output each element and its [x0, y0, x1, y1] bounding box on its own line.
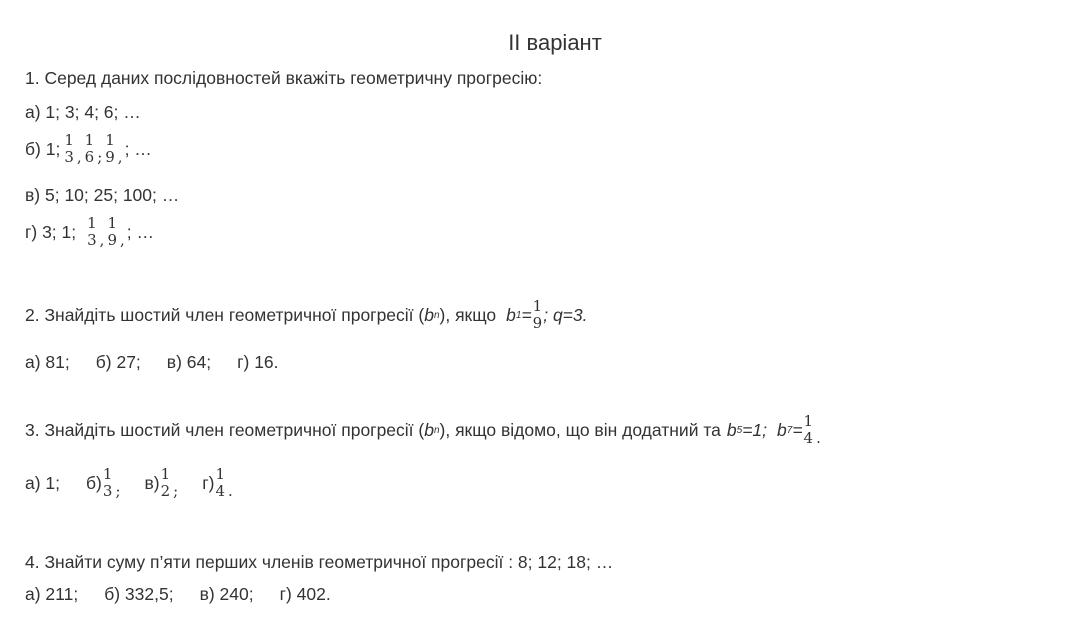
n-subscript: n — [433, 309, 440, 321]
numerator: 1 — [102, 465, 113, 483]
fraction — [161, 466, 171, 500]
q1-option-v — [25, 185, 179, 206]
question-2-text-cont: ), якщо — [439, 304, 497, 325]
q1-option-g-prefix: г) 3; 1; — [25, 221, 77, 242]
b5-symbol: b — [726, 419, 737, 440]
fraction — [103, 466, 113, 500]
separator: , — [99, 231, 105, 249]
b1-subscript: 1 — [515, 309, 522, 321]
b-symbol: b — [424, 419, 434, 440]
question-4-text: 4. Знайти суму п’яти перших членів геометричної прогресії : 8; 12; 18; … — [25, 552, 614, 572]
question-3-text-cont: ), якщо відомо, що він додатний та — [439, 419, 721, 440]
variant-title: II варіант — [508, 30, 602, 55]
numerator: 1 — [160, 465, 171, 483]
q1-option-b — [25, 132, 152, 166]
question-4 — [25, 552, 613, 573]
separator: , — [76, 148, 82, 166]
q1-option-g-suffix: ; … — [126, 221, 155, 242]
numerator: 1 — [532, 297, 543, 315]
q1-option-g — [25, 215, 154, 249]
q4-answers — [25, 584, 331, 605]
numerator: 1 — [84, 131, 95, 149]
denominator: 9 — [532, 314, 543, 332]
fraction — [533, 298, 543, 332]
q3-answer-g-label: г) — [202, 472, 215, 493]
denominator: 6 — [84, 148, 95, 166]
numerator: 1 — [803, 412, 814, 430]
question-3: 3. Знайдіть шостий член геометричної прогресії ( b n ), якщо відомо, що він додатний та b 5 =1; b 7 = 1 4 . — [25, 412, 821, 447]
question-1 — [25, 68, 542, 89]
question-1-text: 1. Серед даних послідовностей вкажіть геометричну прогресію: — [25, 68, 543, 88]
fraction — [107, 215, 117, 249]
denominator: 3 — [87, 231, 97, 249]
separator: ; — [97, 148, 103, 166]
denominator: 3 — [102, 482, 113, 500]
q2-answer-b: б) 27; — [95, 352, 141, 372]
question-2-text: 2. Знайдіть шостий член геометричної прогресії ( — [25, 304, 425, 325]
numerator: 1 — [87, 214, 97, 232]
q1-option-b-suffix: ; … — [124, 138, 152, 159]
q3-answer-v-label: в) — [144, 472, 160, 493]
b5-subscript: 5 — [736, 424, 743, 436]
denominator: 3 — [64, 148, 74, 166]
denominator: 2 — [160, 482, 171, 500]
fraction — [804, 413, 814, 447]
q4-answer-v: в) 240; — [199, 584, 254, 604]
fraction — [85, 132, 95, 166]
fraction — [64, 132, 74, 166]
n-subscript: n — [433, 424, 440, 436]
numerator: 1 — [105, 131, 115, 149]
question-3-text: 3. Знайдіть шостий член геометричної прогресії ( — [25, 419, 425, 440]
q2-answers — [25, 352, 279, 373]
denominator: 4 — [215, 482, 225, 500]
fraction — [215, 466, 225, 500]
numerator: 1 — [64, 131, 74, 149]
denominator: 9 — [105, 148, 115, 166]
denominator: 9 — [107, 231, 117, 249]
equals-sign: = — [521, 304, 532, 325]
q2-answer-g: г) 16. — [237, 352, 279, 372]
b7-symbol: b — [777, 419, 787, 440]
q3-answer-a: а) 1; — [25, 472, 61, 493]
q4-answer-g: г) 402. — [279, 584, 331, 604]
fraction — [105, 132, 115, 166]
q1-option-a-text: а) 1; 3; 4; 6; … — [25, 102, 141, 122]
q1-option-b-prefix: б) 1; — [25, 138, 61, 159]
q2-answer-v: в) 64; — [166, 352, 212, 372]
b-symbol: b — [424, 304, 434, 325]
q3-answers: а) 1; б) 1 3 ; в) 1 2 ; г) 1 4 . — [25, 465, 233, 500]
numerator: 1 — [215, 465, 225, 483]
q4-answer-a: а) 211; — [25, 584, 79, 604]
q1-option-a — [25, 102, 141, 123]
separator: , — [117, 148, 123, 166]
question-2-tail: ; q=3. — [543, 304, 588, 325]
numerator: 1 — [107, 214, 117, 232]
q2-answer-a: а) 81; — [25, 352, 70, 372]
b1-symbol: b — [506, 304, 516, 325]
q1-option-v-text: в) 5; 10; 25; 100; … — [25, 185, 180, 205]
q3-answer-b-label: б) — [86, 472, 102, 493]
b7-subscript: 7 — [786, 424, 793, 436]
q4-answer-b: б) 332,5; — [104, 584, 174, 604]
denominator: 4 — [803, 429, 814, 447]
question-2 — [25, 298, 588, 332]
separator: , — [120, 231, 125, 249]
b5-value: =1; — [742, 419, 768, 440]
equals-sign: = — [792, 419, 803, 440]
fraction — [87, 215, 97, 249]
